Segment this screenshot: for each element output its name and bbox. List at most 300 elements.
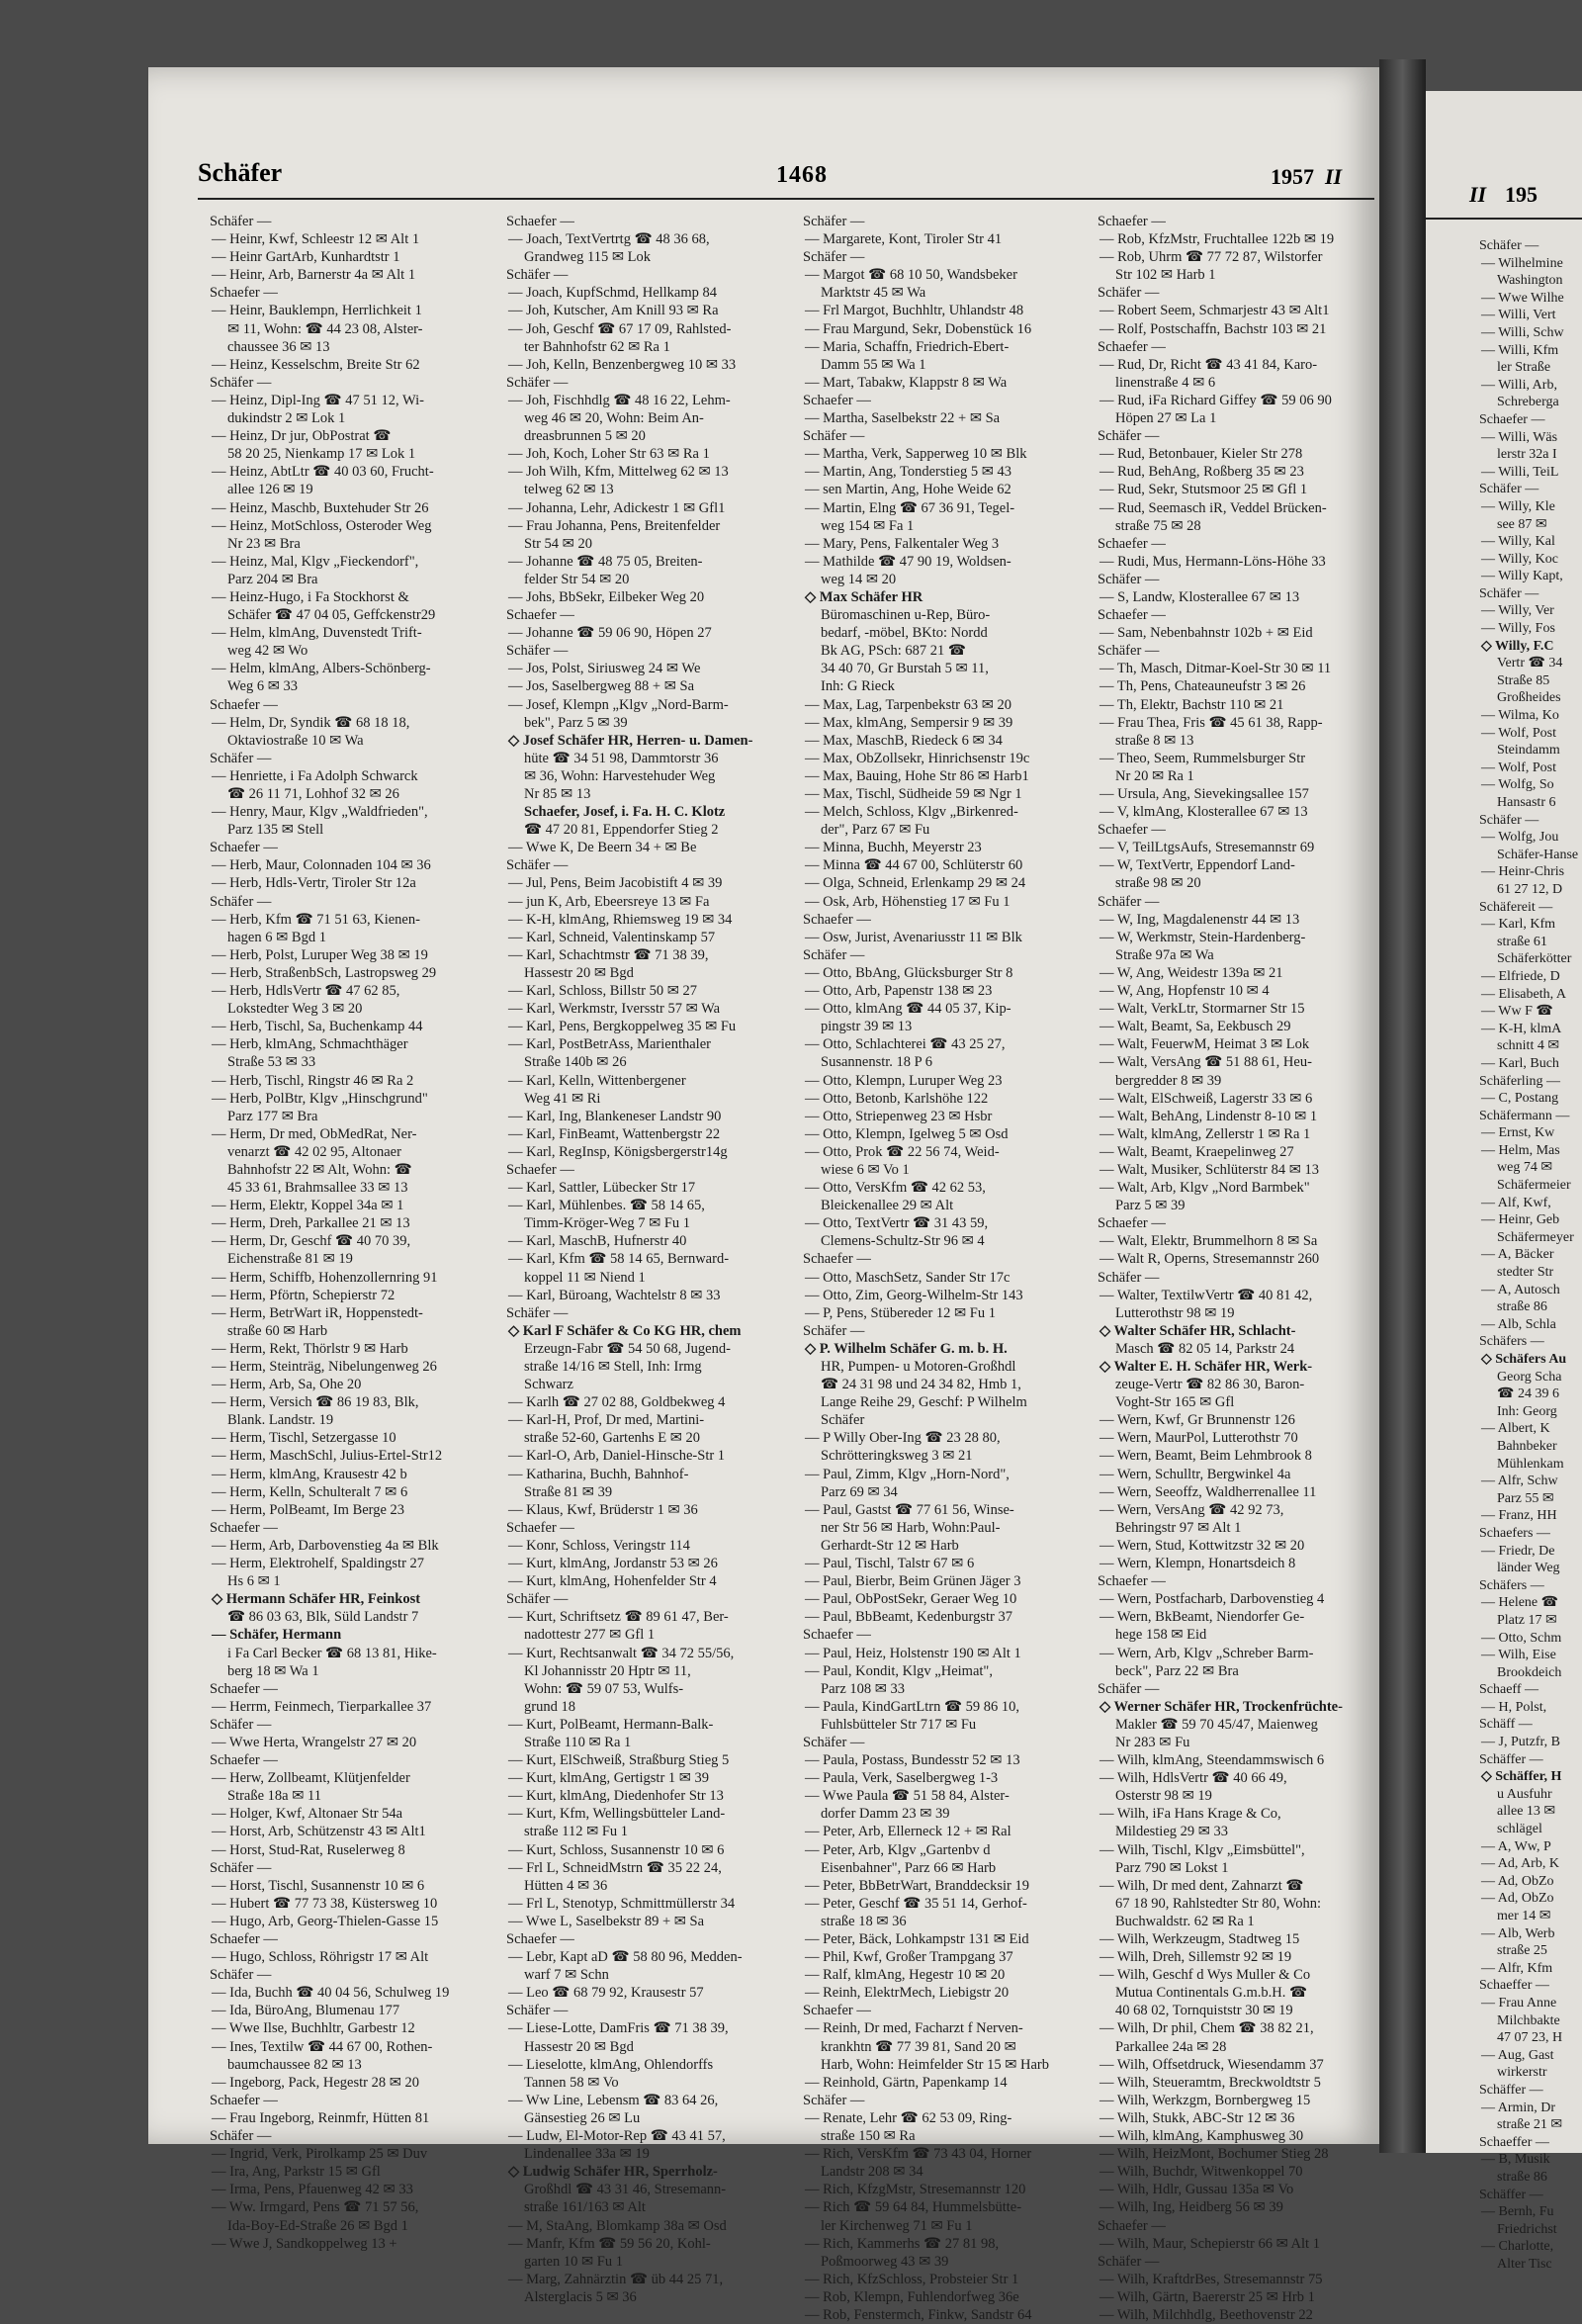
directory-entry-line: — Wilh, Gärtn, Baererstr 25 ✉ Hrb 1 [1099,2288,1315,2305]
directory-entry-line: — Helm, Dr, Syndik ☎ 68 18 18, [212,714,410,731]
directory-entry-line: Schäfer — [1098,2253,1160,2270]
directory-entry-line: — Heinz, Dipl-Ing ☎ 47 51 12, Wi- [212,392,424,408]
directory-entry-line: — Rich, Kammerhs ☎ 27 81 98, [805,2235,1000,2252]
directory-entry-line: Erzeugn-Fabr ☎ 54 50 68, Jugend- [524,1340,731,1357]
directory-entry-line: — Robert Seem, Schmarjestr 43 ✉ Alt1 [1099,303,1330,319]
directory-entry-line: — Ww F ☎ [1481,1004,1553,1020]
directory-entry-line: Nr 85 ✉ 13 [524,786,591,802]
directory-entry-line: straße 75 ✉ 28 [1115,517,1201,534]
directory-entry-line: — Karl, RegInsp, Königsbergerstr14g [508,1143,728,1160]
directory-entry-line: Timm-Kröger-Weg 7 ✉ Fu 1 [524,1215,691,1232]
directory-entry-line: — Theo, Seem, Rummelsburger Str [1099,750,1306,766]
directory-entry-line: weg 42 ✉ Wo [227,643,308,660]
directory-entry-line: — Horst, Tischl, Susannenstr 10 ✉ 6 [212,1877,425,1894]
directory-entry-line: — Olga, Schneid, Erlenkamp 29 ✉ 24 [805,875,1026,892]
directory-entry-line: — Karlh ☎ 27 02 88, Goldbekweg 4 [508,1394,726,1411]
directory-entry-line: Schaefer — [506,1161,574,1178]
directory-entry-line: Parz 108 ✉ 33 [821,1680,906,1697]
directory-entry-line: — Rob, Klempn, Fuhlendorfweg 36e [805,2288,1019,2305]
directory-entry-line: Schaefer — [210,2092,278,2108]
directory-entry-line: Schäfer ☎ 47 04 05, Geffckenstr29 [227,607,436,624]
directory-entry-line: — Walt, Beamt, Kraepelinweg 27 [1099,1143,1294,1160]
directory-entry-line: Schäfermann — [1479,1108,1570,1123]
directory-entry-line: Parz 135 ✉ Stell [227,822,324,839]
directory-entry-line: — Willi, TeiL [1481,464,1559,480]
directory-entry-line: Parz 5 ✉ 39 [1115,1198,1186,1214]
directory-entry-line: Masch ☎ 82 05 14, Parkstr 24 [1115,1340,1295,1357]
directory-entry-line: ◇ Willy, F.C [1481,638,1554,654]
directory-entry-line: — Schäfer, Hermann [212,1627,342,1644]
directory-entry-line: ter Bahnhofstr 62 ✉ Ra 1 [524,338,670,355]
directory-entry-line: — Kurt, Rechtsanwalt ☎ 34 72 55/56, [508,1645,735,1661]
directory-entry-line: Schäfer — [1098,643,1160,660]
directory-entry-line: — Kurt, klmAng, Diedenhofer Str 13 [508,1788,724,1805]
directory-entry-line: venarzt ☎ 42 02 95, Altonaer [227,1143,401,1160]
directory-entry-line: — Wilh, Hdlr, Gussau 135a ✉ Vo [1099,2182,1294,2198]
directory-entry-line: — Wilh, Tischl, Klgv „Eimsbüttel", [1099,1841,1305,1858]
directory-entry-line: — Walt, Arb, Klgv „Nord Barmbek" [1099,1180,1310,1197]
directory-entry-line: straße 60 ✉ Harb [227,1322,328,1339]
directory-entry-line: — Leo ☎ 68 79 92, Krausestr 57 [508,1985,704,2002]
directory-entry-line: mer 14 ✉ [1497,1909,1551,1923]
directory-entry-line: Str 54 ✉ 20 [524,535,592,552]
directory-entry-line: — Ida, BüroAng, Blumenau 177 [212,2003,400,2019]
directory-entry-line: Osterstr 98 ✉ 19 [1115,1788,1212,1805]
directory-entry-line: Tannen 58 ✉ Vo [524,2074,619,2091]
directory-entry-line: — Kurt, klmAng, Jordanstr 53 ✉ 26 [508,1556,718,1572]
directory-entry-line: Schaefer — [1098,214,1166,229]
directory-entry-line: — Otto, Betonb, Karlshöhe 122 [805,1090,989,1107]
directory-entry-line: — Max, ObZollsekr, Hinrichsenstr 19c [805,750,1030,766]
directory-entry-line: — Peter, Arb, Klgv „Gartenbv d [805,1841,991,1858]
directory-entry-line: Platz 17 ✉ [1497,1612,1557,1628]
directory-entry-line: ◇ Walter E. H. Schäfer HR, Werk- [1099,1359,1313,1375]
directory-entry-line: Eisenbahner", Parz 66 ✉ Harb [821,1859,997,1876]
directory-entry-line: — Wern, BkBeamt, Niendorfer Ge- [1099,1609,1305,1626]
directory-entry-line: — Peter, BbBetrWart, Branddecksir 19 [805,1877,1029,1894]
directory-entry-line: — Peter, Bäck, Lohkampstr 131 ✉ Eid [805,1931,1029,1947]
directory-entry-line: Schäfermeyer [1497,1229,1574,1245]
directory-entry-line: Schaefer — [803,1627,871,1644]
column-1 [210,213,494,2253]
directory-entry-line: — Heinz, Maschb, Buxtehuder Str 26 [212,499,429,516]
directory-entry-line: — Jos, Saselbergweg 88 + ✉ Sa [508,678,695,695]
directory-entry-line: — Karl, Buch [1481,1055,1559,1071]
directory-entry-line: — Wilh, Dr med dent, Zahnarzt ☎ [1099,1877,1304,1894]
directory-entry-line: weg 74 ✉ [1497,1160,1553,1176]
next-page-volume: II [1469,182,1487,207]
directory-entry-line: — Wern, Seeoffz, Waldherrenallee 11 [1099,1483,1317,1500]
directory-entry-line: — Otto, Striepenweg 23 ✉ Hsbr [805,1108,993,1124]
directory-entry-line: — Herb, klmAng, Schmachthäger [212,1036,408,1053]
directory-entry-line: straße 86 [1497,1299,1547,1315]
directory-entry-line: — Reinh, ElektrMech, Liebigstr 20 [805,1985,1010,2002]
directory-entry-line: — Karl, PostBetrAss, Marienthaler [508,1036,711,1053]
directory-entry-line: — Rich ☎ 59 64 84, Hummelsbütte- [805,2199,1022,2216]
directory-entry-line: straße 8 ✉ 13 [1115,732,1194,749]
directory-entry-line: — Willi, Schw [1481,324,1564,340]
directory-entry-line: Schäfer — [506,2003,569,2019]
directory-entry-line: — Osw, Jurist, Avenariusstr 11 ✉ Blk [805,929,1022,945]
directory-entry-line: Damm 55 ✉ Wa 1 [821,356,926,373]
directory-entry-line: — Wern, Postfacharb, Darbovenstieg 4 [1099,1591,1325,1608]
directory-entry-line: Schaefer — [210,1931,278,1947]
directory-entry-line: Schaefer — [1098,2217,1166,2234]
directory-entry-line: Schaefer — [210,285,278,302]
directory-entry-line: Schäfer — [506,374,569,391]
directory-entry-line: — Willi, Arb, [1481,377,1557,393]
directory-entry-line: — Martin, Ang, Tonderstieg 5 ✉ 43 [805,464,1012,481]
directory-entry-line: — Wern, Kwf, Gr Brunnenstr 126 [1099,1412,1295,1429]
directory-entry-line: — Ralf, klmAng, Hegestr 10 ✉ 20 [805,1967,1006,1984]
directory-entry-line: — Otto, Prok ☎ 22 56 74, Weid- [805,1143,1000,1160]
directory-entry-line: Inh: Georg [1497,1403,1557,1419]
directory-entry-line: — Elisabeth, A [1481,986,1566,1002]
directory-entry-line: — Wilh, Werkzgm, Bornbergweg 15 [1099,2092,1311,2108]
directory-entry-line: — Walt R, Operns, Stresemannstr 260 [1099,1251,1320,1268]
directory-entry-line: — Karl, Pens, Bergkoppelweg 35 ✉ Fu [508,1019,737,1035]
directory-entry-line: — Ad, ObZo [1481,1891,1554,1907]
directory-entry-line: Schäfer — [210,214,272,229]
directory-entry-line: schlägel [1497,1822,1542,1837]
directory-entry-line: Schaefer — [1098,1215,1166,1232]
directory-entry-line: Voght-Str 165 ✉ Gfl [1115,1394,1235,1411]
directory-entry-line: — Herm, Versich ☎ 86 19 83, Blk, [212,1394,419,1411]
directory-entry-line: — Rich, VersKfm ☎ 73 43 04, Horner [805,2146,1032,2163]
directory-entry-line: wiese 6 ✉ Vo 1 [821,1161,910,1178]
directory-entry-line: — Frl L, SchneidMstrn ☎ 35 22 24, [508,1859,722,1876]
directory-entry-line: — Aug, Gast [1481,2047,1554,2063]
directory-entry-line: Schaefer — [506,214,574,229]
directory-entry-line: 34 40 70, Gr Burstah 5 ✉ 11, [821,661,989,677]
directory-entry-line: — A, Bäcker [1481,1247,1554,1263]
directory-entry-line: — Wolfg, So [1481,777,1554,793]
directory-entry-line: — Wern, VersAng ☎ 42 92 73, [1099,1501,1284,1518]
directory-entry-line: — Rob, KfzMstr, Fruchtallee 122b ✉ 19 [1099,231,1335,248]
directory-entry-line: ◇ Werner Schäfer HR, Trockenfrüchte- [1099,1698,1343,1715]
directory-entry-line: Gänsestieg 26 ✉ Lu [524,2109,641,2126]
directory-entry-line: — Paula, KindGartLtrn ☎ 59 86 10, [805,1698,1020,1715]
directory-entry-line: — Joh, Koch, Loher Str 63 ✉ Ra 1 [508,446,710,463]
directory-entry-line: — Karl, Schachtmstr ☎ 71 38 39, [508,946,709,963]
directory-entry-line: — Alfr, Kfm [1481,1960,1553,1976]
directory-entry-line: straße 61 [1497,934,1547,949]
directory-entry-line: nadottestr 277 ✉ Gfl 1 [524,1627,656,1644]
directory-entry-line: dreasbrunnen 5 ✉ 20 [524,428,646,445]
directory-entry-line: — Sam, Nebenbahnstr 102b + ✉ Eid [1099,625,1313,642]
directory-entry-line: — Karl-O, Arb, Daniel-Hinsche-Str 1 [508,1448,726,1465]
directory-entry-line: — Ines, Textilw ☎ 44 67 00, Rothen- [212,2038,433,2055]
directory-entry-line: — Heinr, Bauklempn, Herrlichkeit 1 [212,303,422,319]
directory-entry-line: Schaeffer — [1479,2134,1549,2150]
directory-entry-line: — Wolf, Post [1481,725,1557,741]
directory-entry-line: — Willy, Kle [1481,498,1555,514]
directory-entry-line: — Walt, FeuerwM, Heimat 3 ✉ Lok [1099,1036,1310,1053]
directory-entry-line: — Margarete, Kont, Tiroler Str 41 [805,231,1003,248]
directory-entry-line: Bk AG, PSch: 687 21 ☎ [821,643,966,660]
directory-entry-line: — Mathilde ☎ 47 90 19, Woldsen- [805,553,1011,570]
directory-entry-line: — Joh, Kelln, Benzenbergweg 10 ✉ 33 [508,356,737,373]
directory-entry-line: — Ad, ObZo [1481,1873,1554,1889]
directory-entry-line: Grandweg 115 ✉ Lok [524,249,651,266]
directory-entry-line: — Albert, K [1481,1421,1550,1437]
directory-entry-line: hege 158 ✉ Eid [1115,1627,1207,1644]
directory-entry-line: — Ad, Arb, K [1481,1856,1559,1872]
directory-entry-line: — H, Polst, [1481,1699,1547,1715]
directory-entry-line: Hansastr 6 [1497,795,1556,810]
directory-entry-line: — Franz, HH [1481,1508,1557,1524]
directory-entry-line: — Bernh, Fu [1481,2204,1554,2220]
directory-entry-line: Schrötteringksweg 3 ✉ 21 [821,1448,973,1465]
directory-entry-line: — Frau Ingeborg, Reinmfr, Hütten 81 [212,2109,430,2126]
directory-entry-line: — Herb, Tischl, Sa, Buchenkamp 44 [212,1019,423,1035]
directory-entry-line: Schäfer — [506,1591,569,1608]
directory-entry-line: — Reinh, Dr med, Facharzt f Nerven- [805,2020,1023,2037]
directory-entry-line: — Wern, Schulltr, Bergwinkel 4a [1099,1466,1291,1482]
directory-entry-line: — Frau Margund, Sekr, Dobenstück 16 [805,320,1032,337]
directory-entry-line: ◇ Ludwig Schäfer HR, Sperrholz- [508,2164,718,2181]
directory-entry-line: Washington [1497,273,1563,289]
directory-entry-line: — Horst, Stud-Rat, Ruselerweg 8 [212,1841,405,1858]
directory-entry-line: Schaefer — [1098,535,1166,552]
directory-entry-line: — Heinz, Dr jur, ObPostrat ☎ [212,428,392,445]
directory-entry-line: — Ira, Ang, Parkstr 15 ✉ Gfl [212,2164,381,2181]
directory-entry-line: — C, Postang [1481,1091,1559,1107]
directory-entry-line: — Wilh, iFa Hans Krage & Co, [1099,1806,1281,1823]
directory-entry-line: ✉ 36, Wohn: Harvestehuder Weg [524,767,716,784]
directory-entry-line: Susannenstr. 18 P 6 [821,1054,933,1071]
directory-entry-line: Schäferkötter [1497,951,1572,967]
directory-entry-line: Eichenstraße 81 ✉ 19 [227,1251,353,1268]
directory-entry-line: Schaefer — [210,1519,278,1536]
directory-entry-line: — Reinhold, Gärtn, Papenkamp 14 [805,2074,1008,2091]
directory-entry-line: — Ingeborg, Pack, Hegestr 28 ✉ 20 [212,2074,420,2091]
directory-entry-line: Bahnbeker [1497,1438,1557,1454]
directory-entry-line: Alsterglacis 5 ✉ 36 [524,2288,637,2305]
directory-entry-line: — Marg, Zahnärztin ☎ üb 44 25 71, [508,2271,724,2287]
directory-entry-line: — Herm, Pförtn, Schepierstr 72 [212,1287,396,1303]
directory-entry-line: beck", Parz 22 ✉ Bra [1115,1662,1239,1679]
directory-entry-line: Schäfer-Hanse [1497,847,1579,862]
directory-entry-line: — Karl, Schneid, Valentinskamp 57 [508,929,716,945]
directory-entry-line: — W, Werkmstr, Stein-Hardenberg- [1099,929,1306,945]
directory-entry-line: — W, TextVertr, Eppendorf Land- [1099,857,1295,874]
directory-entry-line: — Margot ☎ 68 10 50, Wandsbeker [805,267,1017,284]
directory-entry-line: — Joach, KupfSchmd, Hellkamp 84 [508,285,718,302]
directory-entry-line: telweg 62 ✉ 13 [524,482,614,498]
directory-entry-line: Behringstr 97 ✉ Alt 1 [1115,1519,1242,1536]
directory-entry-line: — Frl Margot, Buchhltr, Uhlandstr 48 [805,303,1024,319]
directory-entry-line: — Alb, Werb [1481,1925,1555,1941]
directory-entry-line: — Maria, Schaffn, Friedrich-Ebert- [805,338,1010,355]
directory-entry-line: — Henriette, i Fa Adolph Schwarck [212,767,418,784]
directory-entry-line: — Paul, Zimm, Klgv „Horn-Nord", [805,1466,1010,1482]
directory-entry-line: Büromaschinen u-Rep, Büro- [821,607,991,624]
directory-entry-line: Schaeff — [1479,1682,1538,1698]
directory-entry-line: Schäfer — [803,2092,865,2108]
directory-entry-line: Großheides [1497,690,1561,706]
directory-entry-line: Schaeffer — [1479,1978,1549,1994]
directory-entry-line: — Lieselotte, klmAng, Ohlendorffs [508,2056,714,2073]
directory-entry-line: straße 112 ✉ Fu 1 [524,1824,629,1840]
directory-entry-line: ◇ Max Schäfer HR [805,588,923,605]
directory-entry-line: Ida-Boy-Ed-Straße 26 ✉ Bgd 1 [227,2217,408,2234]
directory-entry-line: — Rob, Fenstermch, Finkw, Sandstr 64 [805,2306,1032,2323]
directory-entry-line: — Minna, Buchh, Meyerstr 23 [805,840,982,856]
next-page-edge [1426,91,1582,2272]
directory-entry-line: — Mart, Tabakw, Klappstr 8 ✉ Wa [805,374,1008,391]
volume: II [1325,164,1343,189]
directory-entry-line: hüte ☎ 34 51 98, Dammtorstr 36 [524,750,719,766]
directory-entry-line: — Herm, Elektr, Koppel 34a ✉ 1 [212,1198,404,1214]
directory-entry-line: felder Str 54 ✉ 20 [524,571,630,587]
directory-entry-line: — Henry, Maur, Klgv „Waldfrieden", [212,804,428,821]
directory-entry-line: — Herm, BetrWart iR, Hoppenstedt- [212,1304,423,1321]
directory-entry-line: — Heinz, Mal, Klgv „Fieckendorf", [212,553,419,570]
directory-entry-line: — Wwe Ilse, Buchhltr, Garbestr 12 [212,2020,415,2037]
directory-entry-line: Schäfer — [210,374,272,391]
directory-entry-line: Schäfer — [1098,428,1160,445]
directory-entry-line: — A, Autosch [1481,1282,1560,1297]
directory-entry-line: lerstr 32a I [1497,447,1557,463]
directory-entry-line: linenstraße 4 ✉ 6 [1115,374,1216,391]
directory-entry-line: wirkerstr [1497,2065,1547,2081]
directory-entry-line: — Otto, Zim, Georg-Wilhelm-Str 143 [805,1287,1023,1303]
directory-entry-line: — Heinr, Kwf, Schleestr 12 ✉ Alt 1 [212,231,420,248]
directory-entry-line: Marktstr 45 ✉ Wa [821,285,926,302]
directory-entry-line: — Max, Tischl, Südheide 59 ✉ Ngr 1 [805,786,1022,802]
directory-entry-line: — Willy, Koc [1481,551,1558,567]
directory-entry-line: ◇ Schäffer, H [1481,1769,1562,1785]
directory-entry-line: Mildestieg 29 ✉ 33 [1115,1824,1229,1840]
directory-entry-line: 45 33 61, Brahmsallee 33 ✉ 13 [227,1180,408,1197]
directory-entry-line: i Fa Carl Becker ☎ 68 13 81, Hike- [227,1645,437,1661]
directory-entry-line: — Melch, Schloss, Klgv „Birkenred- [805,804,1018,821]
directory-entry-line: — B, Musik [1481,2152,1550,2168]
directory-entry-line: Schäff — [1479,1717,1533,1733]
directory-entry-line: Schäfer — [210,1967,272,1984]
directory-entry-line: — Frau Anne [1481,1995,1557,2011]
column-2 [506,213,791,2306]
directory-entry-line: — Heinz, MotSchloss, Osteroder Weg [212,517,432,534]
directory-entry-line: allee 126 ✉ 19 [227,482,313,498]
directory-entry-line: Schaefer — [506,607,574,624]
directory-entry-line: — Wwe L, Saselbekstr 89 + ✉ Sa [508,1913,705,1929]
directory-entry-line: Schaefer — [803,911,871,928]
directory-entry-line: Schaefers — [1479,1525,1550,1541]
directory-entry-line: — Peter, Arb, Ellerneck 12 + ✉ Ral [805,1824,1011,1840]
directory-entry-line: ✉ 11, Wohn: ☎ 44 23 08, Alster- [227,320,423,337]
page-number: 1468 [776,162,828,188]
directory-entry-line: — Paul, BbBeamt, Kedenburgstr 37 [805,1609,1012,1626]
directory-entry-line: — Karl, Kelln, Wittenbergener [508,1072,686,1089]
directory-entry-line: — Rich, KfzgMstr, Stresemannstr 120 [805,2182,1026,2198]
directory-entry-line: dukindstr 2 ✉ Lok 1 [227,410,346,427]
directory-entry-line: Nr 20 ✉ Ra 1 [1115,767,1194,784]
directory-entry-line: — Walt, ElSchweiß, Lagerstr 33 ✉ 6 [1099,1090,1313,1107]
directory-entry-line: Milchbakte [1497,2012,1560,2028]
directory-entry-line: — Liese-Lotte, DamFris ☎ 71 38 39, [508,2020,729,2037]
directory-entry-line: — Max, Bauing, Hohe Str 86 ✉ Harb1 [805,767,1029,784]
directory-entry-line: Straße 81 ✉ 39 [524,1483,613,1500]
directory-entry-line: — Walt, Musiker, Schlüterstr 84 ✉ 13 [1099,1161,1319,1178]
directory-entry-line: — Charlotte, [1481,2239,1554,2255]
directory-entry-line: — V, TeilLtgsAufs, Stresemannstr 69 [1099,840,1315,856]
directory-entry-line: — Wilma, Ko [1481,708,1559,724]
directory-entry-line: — Kurt, Schloss, Susannenstr 10 ✉ 6 [508,1841,725,1858]
directory-entry-line: — Manfr, Kfm ☎ 59 56 20, Kohl- [508,2235,711,2252]
directory-entry-line: Schaefer — [506,1931,574,1947]
directory-entry-line: 40 68 02, Tornquiststr 30 ✉ 19 [1115,2003,1293,2019]
directory-entry-line: — Otto, TextVertr ☎ 31 43 59, [805,1215,989,1232]
directory-entry-line: — Wilh, HeizMont, Bochumer Stieg 28 [1099,2146,1329,2163]
directory-entry-line: garten 10 ✉ Fu 1 [524,2253,623,2270]
directory-entry-line: Straße 110 ✉ Ra 1 [524,1734,632,1750]
directory-entry-line: ler Straße [1497,360,1551,376]
directory-entry-line: Schäfers — [1479,1577,1544,1593]
directory-entry-line: Schäfer — [506,1304,569,1321]
directory-entry-line: — Alf, Kwf, [1481,1195,1551,1210]
directory-entry-line: — Otto, VersKfm ☎ 42 62 53, [805,1180,986,1197]
directory-entry-line: allee 13 ✉ [1497,1804,1556,1820]
directory-entry-line: straße 150 ✉ Ra [821,2128,916,2145]
next-page-year: 195 [1505,182,1538,207]
directory-entry-line: — Alfr, Schw [1481,1474,1558,1489]
directory-entry-line: Schäffer — [1479,2082,1543,2098]
directory-entry-line: — Wwe Wilhe [1481,290,1564,306]
directory-entry-line: Kl Johannisstr 20 Hptr ✉ 11, [524,1662,691,1679]
directory-entry-line: Bleickenallee 29 ✉ Alt [821,1198,954,1214]
directory-entry-line: Schäfer — [1098,893,1160,910]
directory-entry-line: — Walt, VerkLtr, Stormarner Str 15 [1099,1001,1305,1018]
directory-entry-line: stedter Str [1497,1265,1554,1281]
directory-entry-line: Oktaviostraße 10 ✉ Wa [227,732,364,749]
directory-entry-line: Lutterothstr 98 ✉ 19 [1115,1304,1235,1321]
directory-entry-line: — Wilh, Dr phil, Chem ☎ 38 82 21, [1099,2020,1314,2037]
directory-entry-line: Schäfer — [1098,1269,1160,1286]
directory-entry-line: Vertr ☎ 34 [1497,656,1563,671]
directory-entry-line: Parz 790 ✉ Lokst 1 [1115,1859,1229,1876]
directory-entry-line: — Otto, Klempn, Luruper Weg 23 [805,1072,1003,1089]
directory-entry-line: — Rud, Betonbauer, Kieler Str 278 [1099,446,1303,463]
directory-entry-line: — Otto, Schm [1481,1630,1562,1646]
directory-entry-line: — Wern, Stud, Kottwitzstr 32 ✉ 20 [1099,1537,1305,1554]
directory-entry-line: Straße 18a ✉ 11 [227,1788,321,1805]
directory-entry-line: — Max, Lag, Tarpenbekstr 63 ✉ 20 [805,696,1011,713]
directory-entry-line: hagen 6 ✉ Bgd 1 [227,929,326,945]
directory-entry-line: — Katharina, Buchh, Bahnhof- [508,1466,689,1482]
directory-entry-line: — Friedr, De [1481,1543,1555,1559]
directory-entry-line: Str 102 ✉ Harb 1 [1115,267,1216,284]
directory-entry-line: Harb, Wohn: Heimfelder Str 15 ✉ Harb [821,2056,1049,2073]
directory-entry-line: — Willi, Vert [1481,308,1556,323]
directory-entry-line: Schäfer — [803,1734,865,1750]
directory-entry-line: Gerhardt-Str 12 ✉ Harb [821,1537,959,1554]
directory-entry-line: warf 7 ✉ Schn [524,1967,609,1984]
directory-entry-line: — Paul, Heiz, Holstenstr 190 ✉ Alt 1 [805,1645,1021,1661]
directory-entry-line: straße 14/16 ✉ Stell, Inh: Irmg [524,1359,702,1375]
directory-entry-line: — Wilh, KraftdrBes, Stresemannstr 75 [1099,2271,1323,2287]
directory-entry-line: — Rud, iFa Richard Giffey ☎ 59 06 90 [1099,392,1332,408]
directory-entry-line: — M, StaAng, Blomkamp 38a ✉ Osd [508,2217,727,2234]
directory-entry-line: 47 07 23, H [1497,2030,1563,2046]
directory-entry-line: — Otto, BbAng, Glücksburger Str 8 [805,964,1013,981]
directory-entry-line: — Hugo, Schloss, Röhrigstr 17 ✉ Alt [212,1949,429,1966]
column-4 [1098,213,1374,2324]
directory-entry-line: — Wern, MaurPol, Lutterothstr 70 [1099,1430,1298,1447]
directory-entry-line: — Otto, Arb, Papenstr 138 ✉ 23 [805,983,993,1000]
directory-entry-line: — Wilh, Geschf d Wys Muller & Co [1099,1967,1311,1984]
